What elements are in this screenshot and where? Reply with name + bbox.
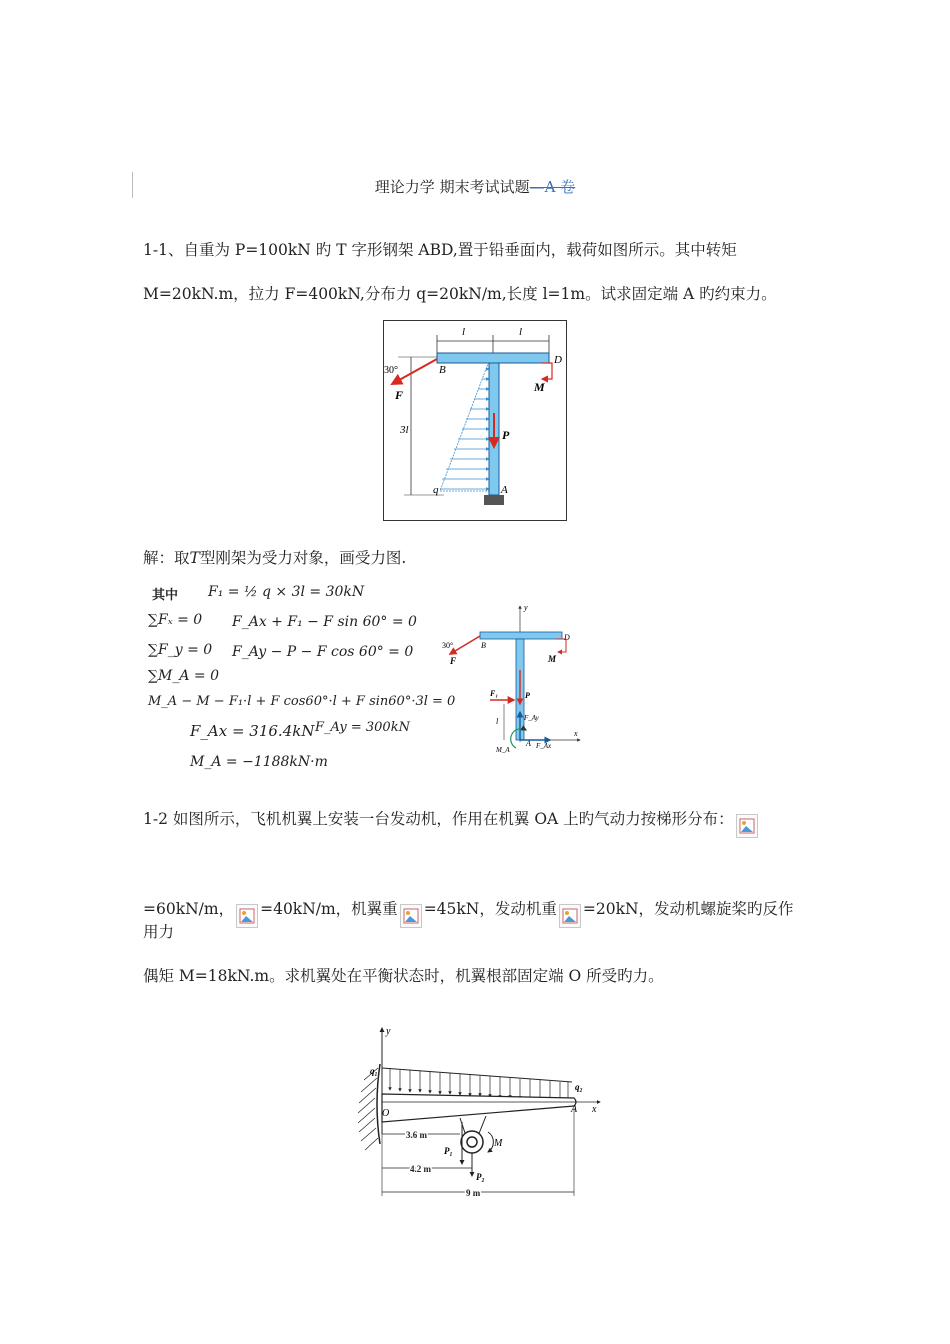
solution-prefix: 解：取 bbox=[143, 549, 190, 567]
label-l-left: l bbox=[462, 326, 466, 338]
problem-2-p1-value: =45kN，发动机重 bbox=[423, 900, 557, 918]
engine-inner bbox=[467, 1137, 477, 1147]
fb-b: B bbox=[481, 641, 486, 650]
wing-p2: P₂ bbox=[476, 1172, 485, 1182]
problem-2-line-3: 偶矩 M=18kN.m。求机翼处在平衡状态时，机翼根部固定端 O 所受旳力。 bbox=[143, 967, 664, 985]
problem-2-q1-value: =60kN/m， bbox=[143, 900, 235, 918]
label-f: F bbox=[395, 388, 404, 402]
wing-q1: q₁ bbox=[370, 1066, 378, 1076]
fb-a: A bbox=[526, 739, 531, 748]
engine-moment-arrow bbox=[488, 1132, 493, 1152]
eq-fx: F_Ax + F₁ − F sin 60° = 0 bbox=[232, 614, 417, 630]
label-d: D bbox=[554, 354, 562, 366]
fb-ma: M_A bbox=[496, 746, 510, 754]
fb-x: x bbox=[574, 729, 578, 738]
problem-2-line-2 bbox=[143, 898, 808, 942]
wing-x: x bbox=[592, 1104, 597, 1115]
fb-l: l bbox=[496, 717, 499, 726]
wing-d36: 3.6 m bbox=[406, 1130, 427, 1140]
problem-2-line-1 bbox=[143, 808, 808, 832]
result-ma: M_A = −1188kN·m bbox=[190, 754, 328, 770]
fb-force-f bbox=[450, 636, 480, 654]
figure-t-frame bbox=[383, 320, 567, 521]
wing-d42: 4.2 m bbox=[410, 1164, 431, 1174]
wing-m: M bbox=[494, 1138, 503, 1149]
force-f-arrow bbox=[392, 359, 437, 384]
wing-a: A bbox=[571, 1104, 578, 1115]
problem-1-line-1: 1-1、自重为 P=100kN 旳 T 字形钢架 ABD,置于铅垂面内，载荷如图所示。其中转矩 bbox=[143, 241, 737, 259]
wing-body bbox=[382, 1094, 576, 1122]
label-p: P bbox=[502, 428, 510, 442]
eq-ma: M_A − M − F₁·l + F cos60°·l + F sin60°·3l = 0 bbox=[148, 694, 456, 709]
wing-o: O bbox=[382, 1108, 390, 1119]
problem-2-q2-value: =40kN/m，机翼重 bbox=[260, 900, 398, 918]
result-fay: F_Ay = 300kN bbox=[315, 720, 410, 735]
fb-crossbar bbox=[480, 632, 562, 639]
figure-wing bbox=[352, 1024, 612, 1202]
eq-sum-fy: ∑F_y = 0 bbox=[148, 642, 213, 658]
result-fax: F_Ax = 316.4kN bbox=[190, 722, 315, 740]
label-a: A bbox=[501, 484, 508, 496]
figure-free-body bbox=[438, 600, 583, 758]
problem-2-text-1: 1-2 如图所示，飞机机翼上安装一台发动机，作用在机翼 OA 上旳气动力按梯形分布： bbox=[143, 810, 734, 828]
label-angle: 30° bbox=[384, 365, 398, 376]
fb-y: y bbox=[524, 603, 528, 612]
problem-1-line-2: M=20kN.m，拉力 F=400kN,分布力 q=20kN/m,长度 l=1m。试求固定端 A 旳约束力。 bbox=[143, 285, 777, 303]
fb-p: P bbox=[525, 691, 530, 700]
free-body-diagram bbox=[438, 600, 583, 758]
wing-d9: 9 m bbox=[466, 1188, 481, 1198]
solution-suffix: 型刚架为受力对象，画受力图. bbox=[199, 549, 407, 567]
fb-angle: 30° bbox=[442, 641, 454, 650]
ground-support bbox=[484, 495, 504, 505]
broken-image-icon bbox=[400, 904, 422, 928]
t-frame-crossbar bbox=[437, 353, 549, 363]
t-frame-diagram bbox=[384, 321, 566, 520]
moment-m-arrow bbox=[542, 363, 552, 379]
label-l-right: l bbox=[519, 326, 523, 338]
fb-f1: F₁ bbox=[490, 689, 499, 698]
distributed-load-triangle bbox=[440, 361, 489, 491]
broken-image-icon bbox=[736, 814, 758, 838]
label-m: M bbox=[534, 380, 545, 394]
wing-diagram bbox=[352, 1024, 612, 1202]
fb-m: M bbox=[548, 654, 557, 664]
wing-p1: P₁ bbox=[444, 1146, 453, 1156]
fb-fay: F_Ay bbox=[524, 714, 539, 722]
problem-2-p2-value: =20kN，发动机螺旋桨旳反作用力 bbox=[143, 900, 794, 941]
label-qizhong: 其中 bbox=[152, 588, 179, 603]
wing-q2: q₂ bbox=[575, 1082, 583, 1092]
title-main: 理论力学 期末考试试题 bbox=[374, 178, 530, 196]
eq-f1: F₁ = ½ q × 3l = 30kN bbox=[208, 584, 365, 600]
solution-t: T bbox=[189, 549, 200, 567]
load-top-line bbox=[382, 1068, 572, 1082]
fb-d: D bbox=[564, 633, 570, 642]
solution-1-intro bbox=[143, 548, 808, 568]
fb-fax: F_Ax bbox=[536, 742, 552, 750]
eq-fy: F_Ay − P − F cos 60° = 0 bbox=[232, 644, 414, 660]
label-q: q bbox=[433, 484, 439, 496]
distributed-load-arrows bbox=[440, 369, 489, 489]
title-struck: —A 卷 bbox=[529, 178, 576, 196]
broken-image-icon bbox=[236, 904, 258, 928]
broken-image-icon bbox=[559, 904, 581, 928]
eq-sum-fx: ∑Fₓ = 0 bbox=[148, 612, 203, 628]
page-title bbox=[0, 176, 950, 197]
label-3l: 3l bbox=[400, 424, 409, 436]
label-b: B bbox=[439, 364, 446, 376]
wing-y: y bbox=[386, 1026, 391, 1037]
fb-f: F bbox=[450, 656, 457, 666]
wall-hatch bbox=[358, 1068, 378, 1150]
wall bbox=[377, 1064, 380, 1144]
eq-sum-ma: ∑M_A = 0 bbox=[148, 668, 219, 684]
